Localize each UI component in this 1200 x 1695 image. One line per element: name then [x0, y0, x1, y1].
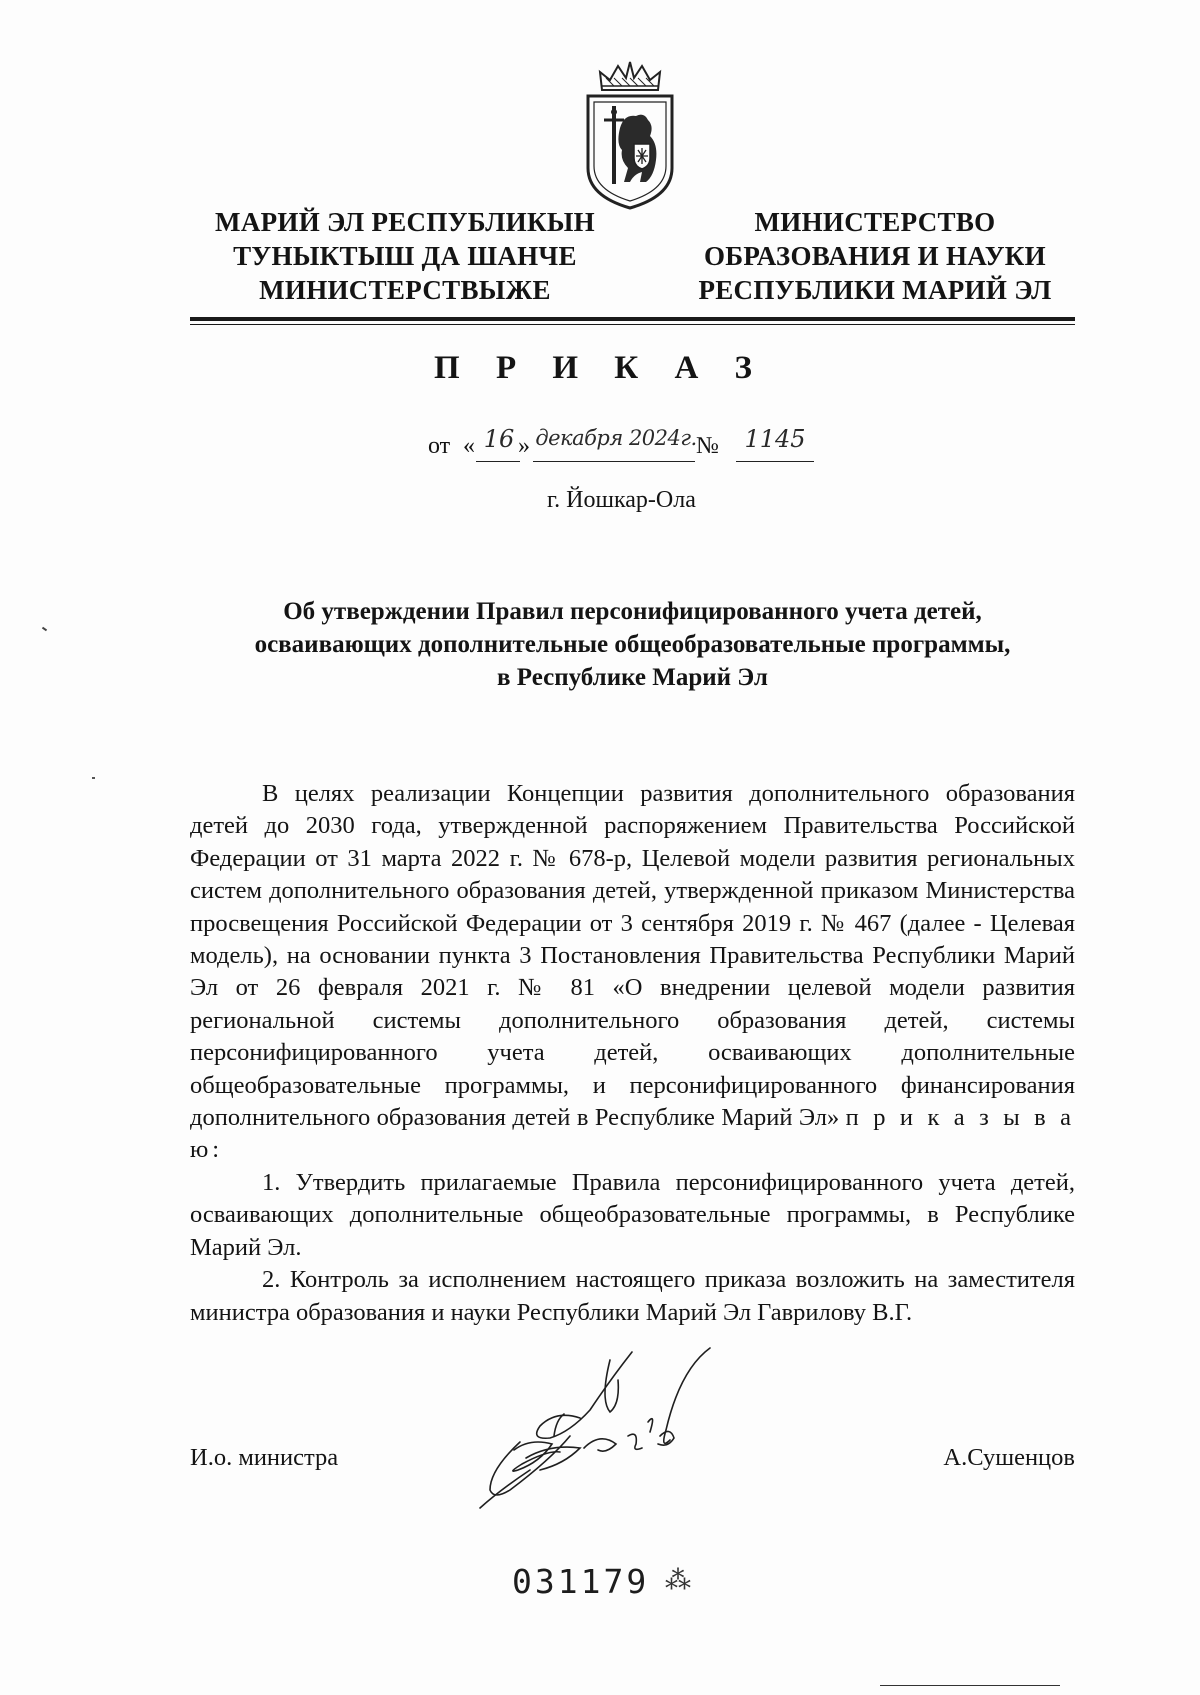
registration-number: 031179	[512, 1562, 650, 1601]
header-left-line: ТУНЫКТЫШ ДА ШАНЧЕ	[233, 241, 577, 271]
order-from-label: от	[428, 433, 451, 459]
star-mark-icon: ⁂	[665, 1566, 691, 1595]
header-divider-thick	[190, 317, 1075, 321]
coat-of-arms-emblem	[580, 56, 680, 212]
handwritten-signature	[460, 1340, 800, 1530]
signatory-name: А.Сушенцов	[943, 1444, 1075, 1471]
scan-speck	[42, 627, 47, 632]
order-date-number-line	[428, 425, 848, 469]
number-underline	[736, 461, 814, 462]
header-right-line: МИНИСТЕРСТВО	[754, 207, 996, 237]
order-month-year-handwritten: декабря 2024г.	[535, 426, 697, 450]
order-number-label: №	[696, 433, 719, 459]
header-divider-thin	[190, 324, 1075, 325]
city-name: г. Йошкар-Ола	[547, 487, 696, 513]
header-russian-ministry-name	[670, 205, 1080, 307]
subject-line: в Республике Марий Эл	[497, 664, 768, 691]
order-subject	[190, 595, 1075, 694]
order-body	[190, 778, 1075, 1329]
preamble-paragraph	[190, 778, 1075, 1167]
subject-line: осваивающих дополнительные общеобразовательные программы,	[254, 631, 1011, 658]
order-word: п р и к а з ы в а ю:	[190, 1104, 1075, 1164]
item-1-paragraph: 1. Утвердить прилагаемые Правила персонифицированного учета детей, осваивающих дополнительные общеобразовательные программы, в Республике Марий Эл.	[190, 1168, 1075, 1261]
open-quote: «	[463, 433, 475, 459]
header-left-line: МАРИЙ ЭЛ РЕСПУБЛИКЫН	[215, 207, 595, 237]
item-2-paragraph: 2. Контроль за исполнением настоящего приказа возложить на заместителя министра образования и науки Республики Марий Эл Гаврилову В.Г.	[190, 1266, 1075, 1326]
scan-speck	[92, 777, 95, 779]
preamble-text: В целях реализации Концепции развития дополнительного образования детей до 2030 года, утвержденной распоряжением Правительства Российской Федерации от 31 марта 2022 г. № 678-р, Целевой модели развития региональных систем дополнительного образования детей, утвержденной приказом Министерства просвещения Российской Федерации от 3 сентября 2019 г. № 467 (далее - Целевая модель), на основании пункта 3 Постановления Правительства Республики Марий Эл от 26 февраля 2021 г. № 81 «О внедрении целевой модели развития региональной системы дополнительного образования детей, системы персонифицированного учета детей, осваивающих дополнительные общеобразовательные программы, и персонифицированного финансирования дополнительного образования детей в Республике Марий Эл»	[190, 780, 1075, 1132]
header-mari-ministry-name	[190, 205, 620, 307]
order-number-handwritten: 1145	[744, 425, 806, 453]
month-underline	[533, 461, 695, 462]
header-left-line: МИНИСТЕРСТВЫЖЕ	[259, 275, 551, 305]
header-right-line: РЕСПУБЛИКИ МАРИЙ ЭЛ	[698, 275, 1052, 305]
order-day-handwritten: 16	[483, 425, 515, 453]
document-title: П Р И К А З	[434, 350, 766, 386]
close-quote: »	[518, 433, 530, 459]
header-right-line: ОБРАЗОВАНИЯ И НАУКИ	[703, 241, 1046, 271]
day-underline	[476, 461, 520, 462]
bottom-edge-line	[880, 1685, 1060, 1686]
subject-line: Об утверждении Правил персонифицированного учета детей,	[283, 598, 982, 625]
signatory-role: И.о. министра	[190, 1444, 339, 1471]
